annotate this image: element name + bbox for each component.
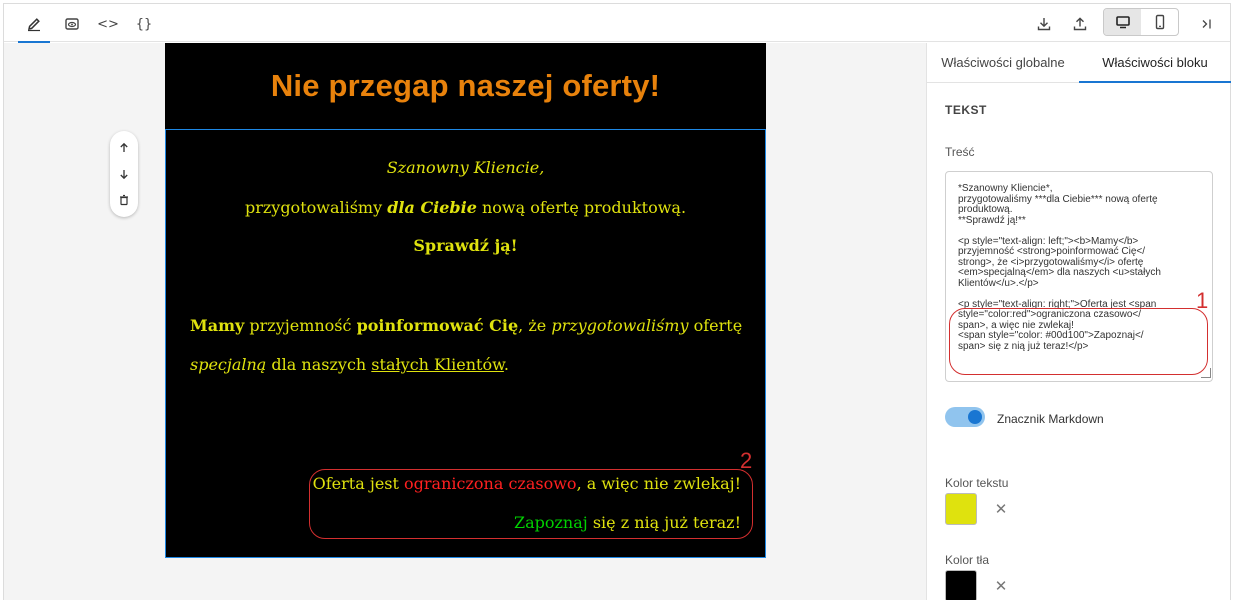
- download-icon[interactable]: [1028, 8, 1060, 40]
- check-line: Sprawdź ją!: [413, 236, 518, 255]
- annotation-number-2: 2: [740, 448, 753, 473]
- email-canvas: [4, 43, 926, 600]
- email-editor: [3, 3, 1231, 600]
- json-braces-icon[interactable]: {}: [135, 16, 153, 32]
- greeting-line: [166, 158, 765, 177]
- content-label: Treść: [945, 145, 975, 159]
- content-textarea[interactable]: *Szanowny Kliencie*, przygotowaliśmy ***dla Ciebie*** nową ofertę produktową. **Sprawdź ją!** <p style="text-align: left;"><b>Mamy</b> przyjemność <strong>poinformować Cię</ strong>, że <i>przygotowaliśmy</i> ofertę <em>specjalną</em> dla naszych <u>stałych Klientów</u>.</p> <p style="text-align: right;">Oferta jest <span style="color:red">ograniczona czasowo</ span>, a więc nie zwlekaj! <span style="color: #00d100">Zapoznaj</ span> się z nią już teraz!</p>: [945, 171, 1213, 382]
- greeting-text: Szanowny Kliencie,: [386, 158, 545, 177]
- paragraph-right-line1: Oferta jest ograniczona czasowo, a więc nie zwlekaj!: [312, 474, 741, 493]
- text-block[interactable]: [165, 129, 766, 558]
- clear-text-color-icon[interactable]: ✕: [994, 500, 1008, 518]
- panel-tabs: [927, 43, 1231, 83]
- block-tools: [110, 131, 138, 217]
- markdown-toggle[interactable]: [945, 407, 985, 427]
- paragraph-left-line2: specjalną dla naszych stałych Klientów.: [190, 355, 509, 374]
- tab-block-properties[interactable]: Właściwości bloku: [1079, 43, 1231, 82]
- mobile-icon[interactable]: [1141, 9, 1178, 35]
- preview-icon[interactable]: [56, 8, 88, 40]
- collapse-panel-icon[interactable]: [1191, 8, 1223, 40]
- bg-color-label: Kolor tła: [945, 553, 990, 567]
- desktop-icon[interactable]: [1104, 9, 1141, 35]
- markdown-label: Znacznik Markdown: [997, 412, 1104, 426]
- text-color-swatch[interactable]: [945, 493, 977, 525]
- delete-icon[interactable]: [114, 190, 134, 210]
- annotation-box-1: [949, 308, 1208, 375]
- toolbar: [4, 4, 1230, 42]
- offer-line: przygotowaliśmy dla Ciebie nową ofertę produktową.: [244, 198, 687, 217]
- paragraph-right-line2: Zapoznaj się z nią już teraz!: [513, 513, 741, 532]
- tab-global-properties[interactable]: Właściwości globalne: [941, 55, 1065, 70]
- code-icon[interactable]: <>: [97, 16, 119, 32]
- text-color-label: Kolor tekstu: [945, 476, 1009, 490]
- properties-panel: [926, 43, 1230, 600]
- paragraph-left-line1: Mamy przyjemność poinformować Cię, że przygotowaliśmy ofertę: [190, 316, 743, 335]
- edit-icon[interactable]: [18, 8, 50, 40]
- heading-block[interactable]: [165, 43, 766, 129]
- annotation-number-1: 1: [1196, 288, 1209, 313]
- bg-color-swatch[interactable]: [945, 570, 977, 600]
- move-down-icon[interactable]: [114, 164, 134, 184]
- device-toggle: [1103, 8, 1179, 36]
- email-heading: Nie przegap naszej oferty!: [270, 68, 661, 103]
- toggle-knob: [968, 410, 982, 424]
- move-up-icon[interactable]: [114, 138, 134, 158]
- section-title: TEKST: [945, 103, 987, 117]
- annotation-box-2: [309, 469, 753, 539]
- clear-bg-color-icon[interactable]: ✕: [994, 577, 1008, 595]
- upload-icon[interactable]: [1064, 8, 1096, 40]
